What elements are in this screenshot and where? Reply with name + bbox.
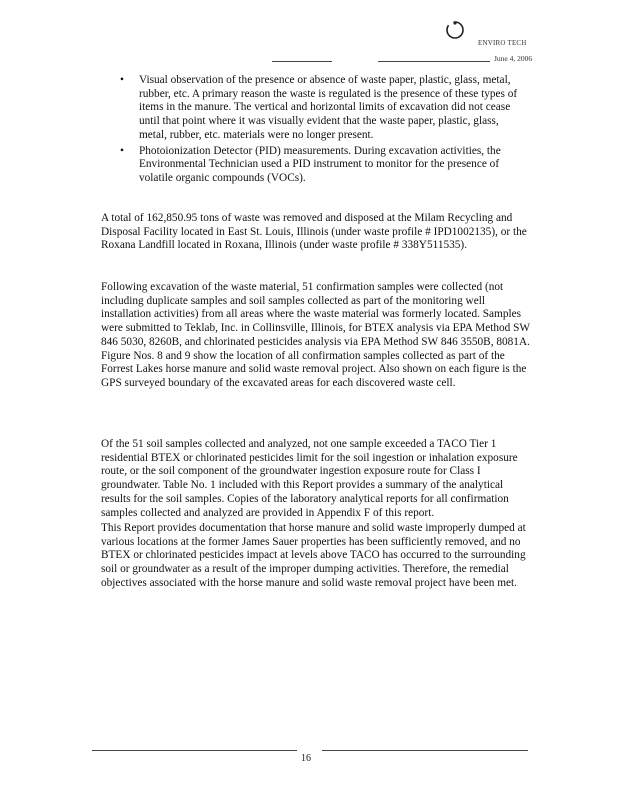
footer-rule-right — [322, 750, 528, 751]
bullet-item-pid-measurements — [118, 145, 526, 186]
report-date: June 4, 2006 — [494, 54, 533, 63]
bullet-item-visual-observation — [118, 74, 526, 143]
footer-rule-left — [92, 750, 297, 751]
method-bullet-list — [118, 74, 526, 188]
page-number: 16 — [301, 753, 311, 764]
bullet-dot-icon: • — [120, 74, 124, 86]
bullet-dot-icon: • — [120, 144, 124, 157]
bullet-text: Photoionization Detector (PID) measurements. During excavation activities, the Environmental Technician used a PID instrument to monitor for the presence of volatile organic compounds (VOCs). — [139, 144, 501, 184]
header-rule-right — [378, 61, 490, 62]
paragraph-conclusion: This Report provides documentation that horse manure and solid waste improperly dumped at various locations at the former James Sauer properties has been sufficiently removed, and no BTEX or chlorinated pesticides impact at levels above TACO has occurred to the surrounding soil or groundwater as a result of the improper dumping activities. Therefore, the remedial objectives associated with the horse manure and solid waste removal project have been met. — [101, 522, 526, 589]
bullet-text: Visual observation of the presence or absence of waste paper, plastic, glass, metal, rubber, etc. A primary reason the waste is regulated is the presence of these types of items in the manure. The vertical and horizontal limits of excavation did not cease until that point where it was visually evident that the waste paper, plastic, glass, metal, rubber, etc. materials were no longer present. — [139, 74, 518, 141]
paragraph-confirmation-samples: Following excavation of the waste material, 51 confirmation samples were collected (not including duplicate samples and soil samples collected as part of the monitoring well installation activities) from all areas where the waste material was formerly located. Samples were submitted to Teklab, Inc. in Collinsville, Illinois, for BTEX analysis via EPA Method SW 846 5030, 8260B, and chlorinated pesticides analysis via EPA Method SW 846 3550B, 8081A. Figure Nos. 8 and 9 show the location of all confirmation samples collected as part of the Forrest Lakes horse manure and solid waste removal project. Also shown on each figure is the GPS surveyed boundary of the excavated areas for each discovered waste cell. — [101, 281, 530, 389]
paragraph-waste-disposal: A total of 162,850.95 tons of waste was removed and disposed at the Milam Recycling and Disposal Facility located in East St. Louis, Illinois (under waste profile # IPD1002135), or the Roxana Landfill located in Roxana, Illinois (under waste profile # 338Y511535). — [101, 212, 527, 252]
company-name: ENVIRO TECH — [478, 39, 527, 47]
company-logo-icon — [443, 18, 467, 42]
paragraph-sample-results: Of the 51 soil samples collected and analyzed, not one sample exceeded a TACO Tier 1 residential BTEX or chlorinated pesticides limit for the soil ingestion or inhalation exposure route, or the soil component of the groundwater ingestion exposure route for Class I groundwater. Table No. 1 included with this Report provides a summary of the analytical results for the soil samples. Copies of the laboratory analytical reports for all confirmation samples collected and analyzed are provided in Appendix F of this report. — [101, 438, 518, 519]
header-rule-left — [272, 61, 332, 62]
